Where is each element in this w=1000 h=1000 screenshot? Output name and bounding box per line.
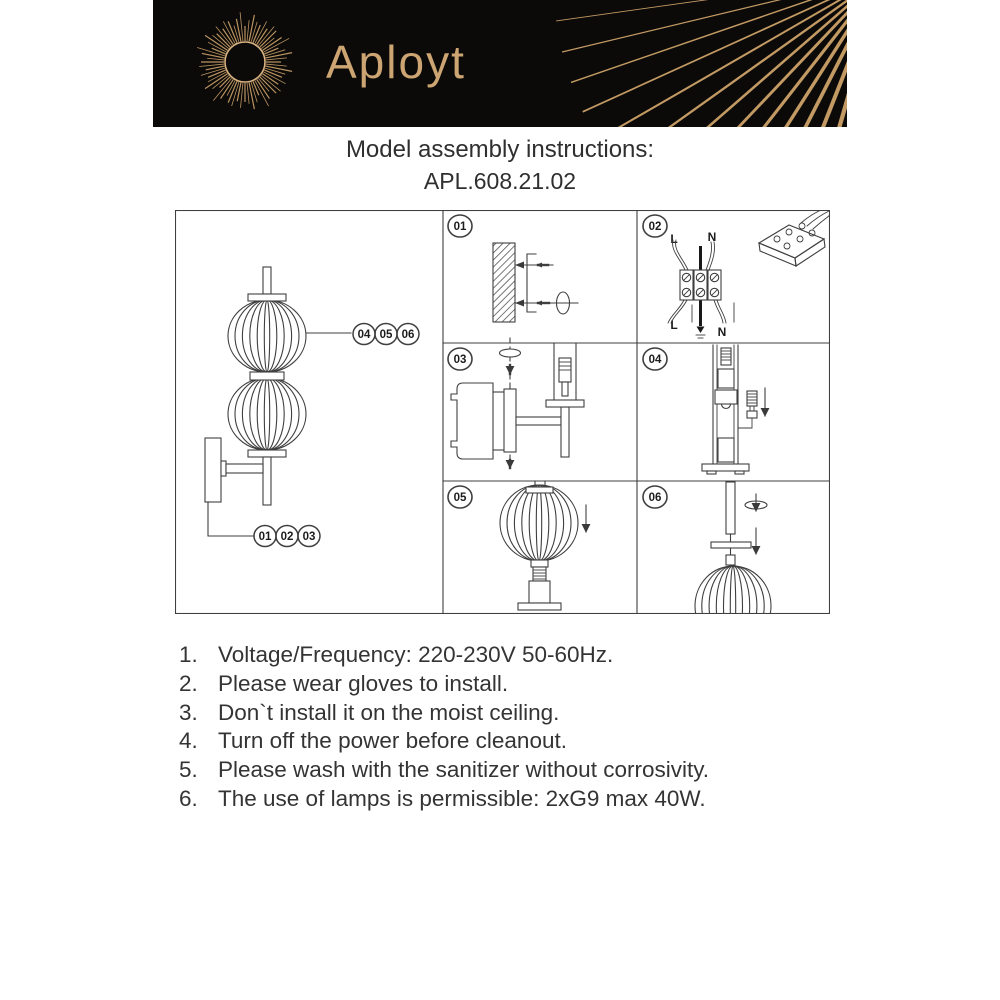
instruction-item [179, 670, 879, 699]
instruction-item [179, 756, 879, 785]
model-number: APL.608.21.02 [423, 168, 577, 194]
callout-04: 04 [357, 329, 371, 341]
step-06-number: 06 [648, 492, 662, 504]
instruction-item [179, 699, 879, 728]
step-04-drawing [702, 345, 765, 474]
step-05-number: 05 [453, 492, 467, 504]
instruction-number: 6. [179, 785, 198, 811]
step-06-drawing [695, 482, 771, 614]
step-02-drawing [668, 210, 830, 339]
wire-label-l-bottom: L [670, 318, 678, 332]
callout-03: 03 [302, 531, 316, 543]
sunburst-logo-icon [197, 12, 292, 109]
overview-lamp-drawing [205, 267, 351, 536]
instruction-item [179, 641, 879, 670]
step-02-number: 02 [648, 221, 662, 233]
step-01-drawing [493, 243, 578, 322]
step-04-badge [643, 348, 667, 370]
overview-callouts-bottom [254, 526, 320, 547]
instruction-number: 5. [179, 757, 198, 783]
instruction-list [179, 641, 879, 814]
page-title: Model assembly instructions: [345, 136, 655, 163]
callout-06: 06 [401, 329, 415, 341]
instruction-text: Please wear gloves to install. [218, 670, 509, 696]
instruction-number: 1. [179, 642, 198, 667]
callout-02: 02 [280, 531, 294, 543]
step-01-number: 01 [453, 221, 467, 233]
assembly-diagram-svg [175, 210, 830, 614]
instruction-item [179, 785, 879, 814]
step-04-number: 04 [648, 354, 662, 366]
step-03-number: 03 [453, 354, 467, 366]
instruction-text: Please wash with the sanitizer without corrosivity. [218, 757, 710, 783]
instruction-number: 2. [179, 670, 198, 696]
instruction-text: The use of lamps is permissible: 2xG9 max 40W. [218, 785, 706, 811]
instruction-item [179, 727, 879, 756]
step-05-drawing [500, 481, 586, 610]
step-02-badge [643, 215, 667, 237]
step-03-drawing [451, 338, 584, 468]
corner-rays-decoration [556, 0, 847, 127]
wire-label-n-bottom: N [717, 325, 727, 339]
step-03-badge [448, 348, 472, 370]
step-06-badge [643, 486, 667, 508]
banner-art [153, 0, 847, 127]
title-block [0, 136, 1000, 195]
wire-label-n-top: N [707, 230, 717, 244]
instruction-number: 4. [179, 728, 198, 754]
assembly-diagram [175, 210, 830, 614]
instruction-text: Voltage/Frequency: 220-230V 50-60Hz. [218, 642, 614, 667]
step-01-badge [448, 215, 472, 237]
wire-label-l-top: L [670, 232, 678, 246]
callout-05: 05 [379, 329, 393, 341]
overview-callouts-top [353, 324, 419, 345]
instruction-text: Turn off the power before cleanout. [218, 728, 567, 754]
instruction-number: 3. [179, 699, 198, 725]
instruction-text: Don`t install it on the moist ceiling. [218, 699, 560, 725]
callout-01: 01 [258, 531, 272, 543]
step-05-badge [448, 486, 472, 508]
brand-banner [153, 0, 847, 127]
brand-name: Aployt [326, 35, 466, 88]
